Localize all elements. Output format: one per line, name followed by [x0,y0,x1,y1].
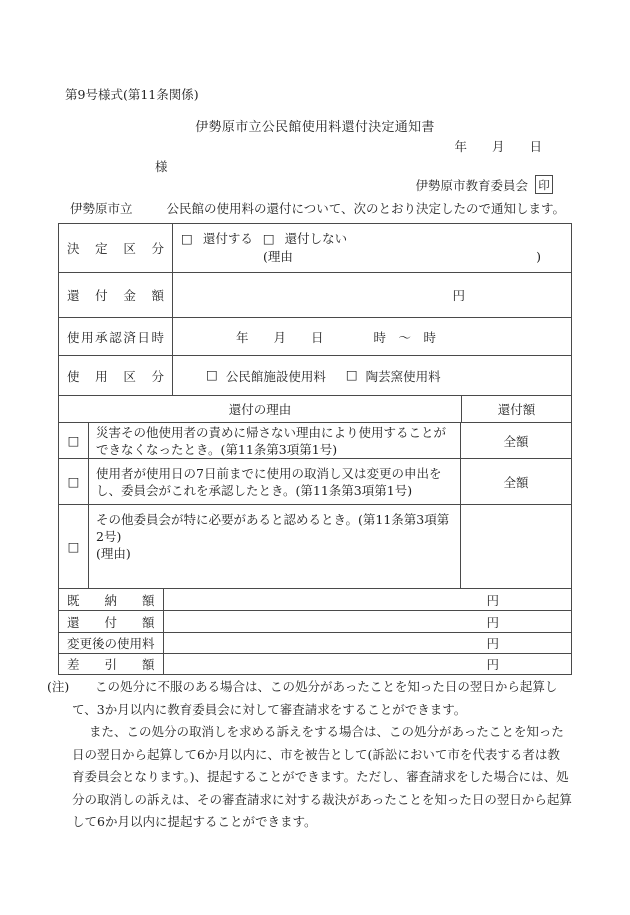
approved-datetime-blanks: 年 月 日 時 ～ 時 [236,329,437,345]
refund-no-checkbox[interactable]: □ [262,231,275,246]
refund-amount-label: 還付金額 [67,288,164,303]
approved-datetime-value-cell [172,318,571,355]
issuer-line [415,175,553,194]
facility-fee-checkbox[interactable]: □ [206,366,218,382]
reason-3-checkbox-cell [59,505,88,588]
issuer-name: 伊勢原市教育委員会 [415,177,528,193]
seal-character: 印 [538,177,550,192]
reason-2-text-cell [88,459,460,504]
amount-column-header [461,396,571,422]
reason-3-checkbox[interactable]: □ [67,539,80,554]
decision-category-label-cell [59,224,172,272]
refund-total-label-cell [59,611,163,632]
reason-3-reason-paren: (理由) [96,546,131,561]
paid-amount-label-cell [59,589,163,610]
balance-value-cell [163,654,571,674]
refund-total-label: 還 付 額 [67,614,155,630]
refund-no-label: 還付しない [284,231,348,246]
paid-amount-value-cell [163,589,571,610]
paid-amount-label: 既 納 額 [67,592,155,608]
appeals-note [47,676,572,834]
balance-row [59,653,571,674]
refund-yes-label: 還付する [202,231,253,246]
decision-reason-line [181,248,563,266]
reason-1-checkbox-cell [59,423,88,458]
decision-reason-open-paren: (理由 [263,249,293,264]
decision-category-value-cell [172,224,571,272]
pottery-kiln-fee-checkbox[interactable]: □ [345,366,358,382]
refund-amount-value-cell [172,273,571,317]
pottery-kiln-fee-label: 陶芸窯使用料 [365,368,441,384]
refund-amount-row [59,272,571,317]
balance-unit: 円 [486,657,499,672]
reason-1-checkbox[interactable]: □ [67,433,80,448]
usage-options-line [181,367,563,385]
refund-amount-unit: 円 [452,288,465,303]
refund-form-table [58,223,572,675]
refund-total-unit: 円 [486,614,499,630]
refund-yes-checkbox[interactable]: □ [181,231,193,246]
reason-row-disaster [59,422,571,458]
decision-options-line [181,230,563,248]
refund-total-row [59,610,571,632]
changed-fee-row [59,632,571,653]
reason-2-checkbox-cell [59,459,88,504]
intro-prefix: 伊勢原市立 [70,201,133,216]
usage-category-label: 使用区分 [67,368,164,384]
reason-1-text-cell [88,423,460,458]
reason-3-text: その他委員会が特に必要があると認めるとき。(第11条第3項第2号) [96,512,450,544]
note-label: (注) [47,679,70,694]
form-number: 第9号様式(第11条関係) [65,87,199,102]
reason-2-amount-cell [460,459,571,504]
decision-reason-close-paren: ) [536,249,541,264]
reason-header-label: 還付の理由 [228,402,292,417]
note-paragraph-2: また、この処分の取消しを求める訴えをする場合は、この処分があったことを知った日の翌日から起算して6か月以内に、市を被告として(訴訟において市を代表する者は教育委員会となります。)、提起することができます。ただし、審査請求をした場合には、処分の取消しの訴えは、その審査請求に対する裁決があったことを知った日の翌日から起算して6か月以内に提起することができます。 [72,724,572,829]
paid-amount-row [59,588,571,610]
paid-amount-unit: 円 [486,592,499,608]
usage-category-row [59,355,571,395]
reason-column-header [59,396,461,422]
changed-fee-value-cell [163,633,571,653]
changed-fee-unit: 円 [486,636,499,651]
approved-datetime-label: 使用承認済日時 [67,329,164,345]
reason-2-amount: 全額 [503,474,529,490]
decision-category-label: 決定区分 [67,241,164,256]
balance-label: 差 引 額 [67,657,155,672]
addressee-suffix: 様 [155,159,168,174]
date-blank-line: 年 月 日 [454,139,542,154]
reason-1-amount-cell [460,423,571,458]
reason-row-cancellation [59,458,571,504]
reason-3-amount-cell [460,505,571,588]
balance-label-cell [59,654,163,674]
reason-3-text-cell [88,505,460,588]
refund-total-value-cell [163,611,571,632]
reason-2-text: 使用者が使用日の7日前までに使用の取消し又は変更の申出をし、委員会がこれを承認したとき。(第11条第3項第1号) [96,465,442,498]
reason-row-other [59,504,571,588]
approved-datetime-row [59,317,571,355]
amount-header-label: 還付額 [497,402,536,417]
seal-stamp-box [535,175,553,194]
changed-fee-label-cell [59,633,163,653]
reason-1-amount: 全額 [503,433,529,449]
approved-datetime-label-cell [59,318,172,355]
note-body [72,676,572,834]
facility-fee-label: 公民館施設使用料 [225,368,326,384]
changed-fee-label: 変更後の使用料 [67,636,155,651]
page-title: 伊勢原市立公民館使用料還付決定通知書 [195,120,435,135]
reason-header-row [59,395,571,422]
usage-category-label-cell [59,356,172,395]
refund-amount-label-cell [59,273,172,317]
usage-category-value-cell [172,356,571,395]
note-paragraph-1: この処分に不服のある場合は、この処分があったことを知った日の翌日から起算して、3か月以内に教育委員会に対して審査請求をすることができます。 [72,679,558,717]
reason-2-checkbox[interactable]: □ [67,474,80,489]
decision-category-row [59,224,571,272]
intro-text: 公民館の使用料の還付について、次のとおり決定したので通知します。 [166,201,566,216]
intro-line [70,199,565,217]
reason-1-text: 災害その他使用者の責めに帰さない理由により使用することができなくなったとき。(第11条第3項第1号) [96,424,447,457]
